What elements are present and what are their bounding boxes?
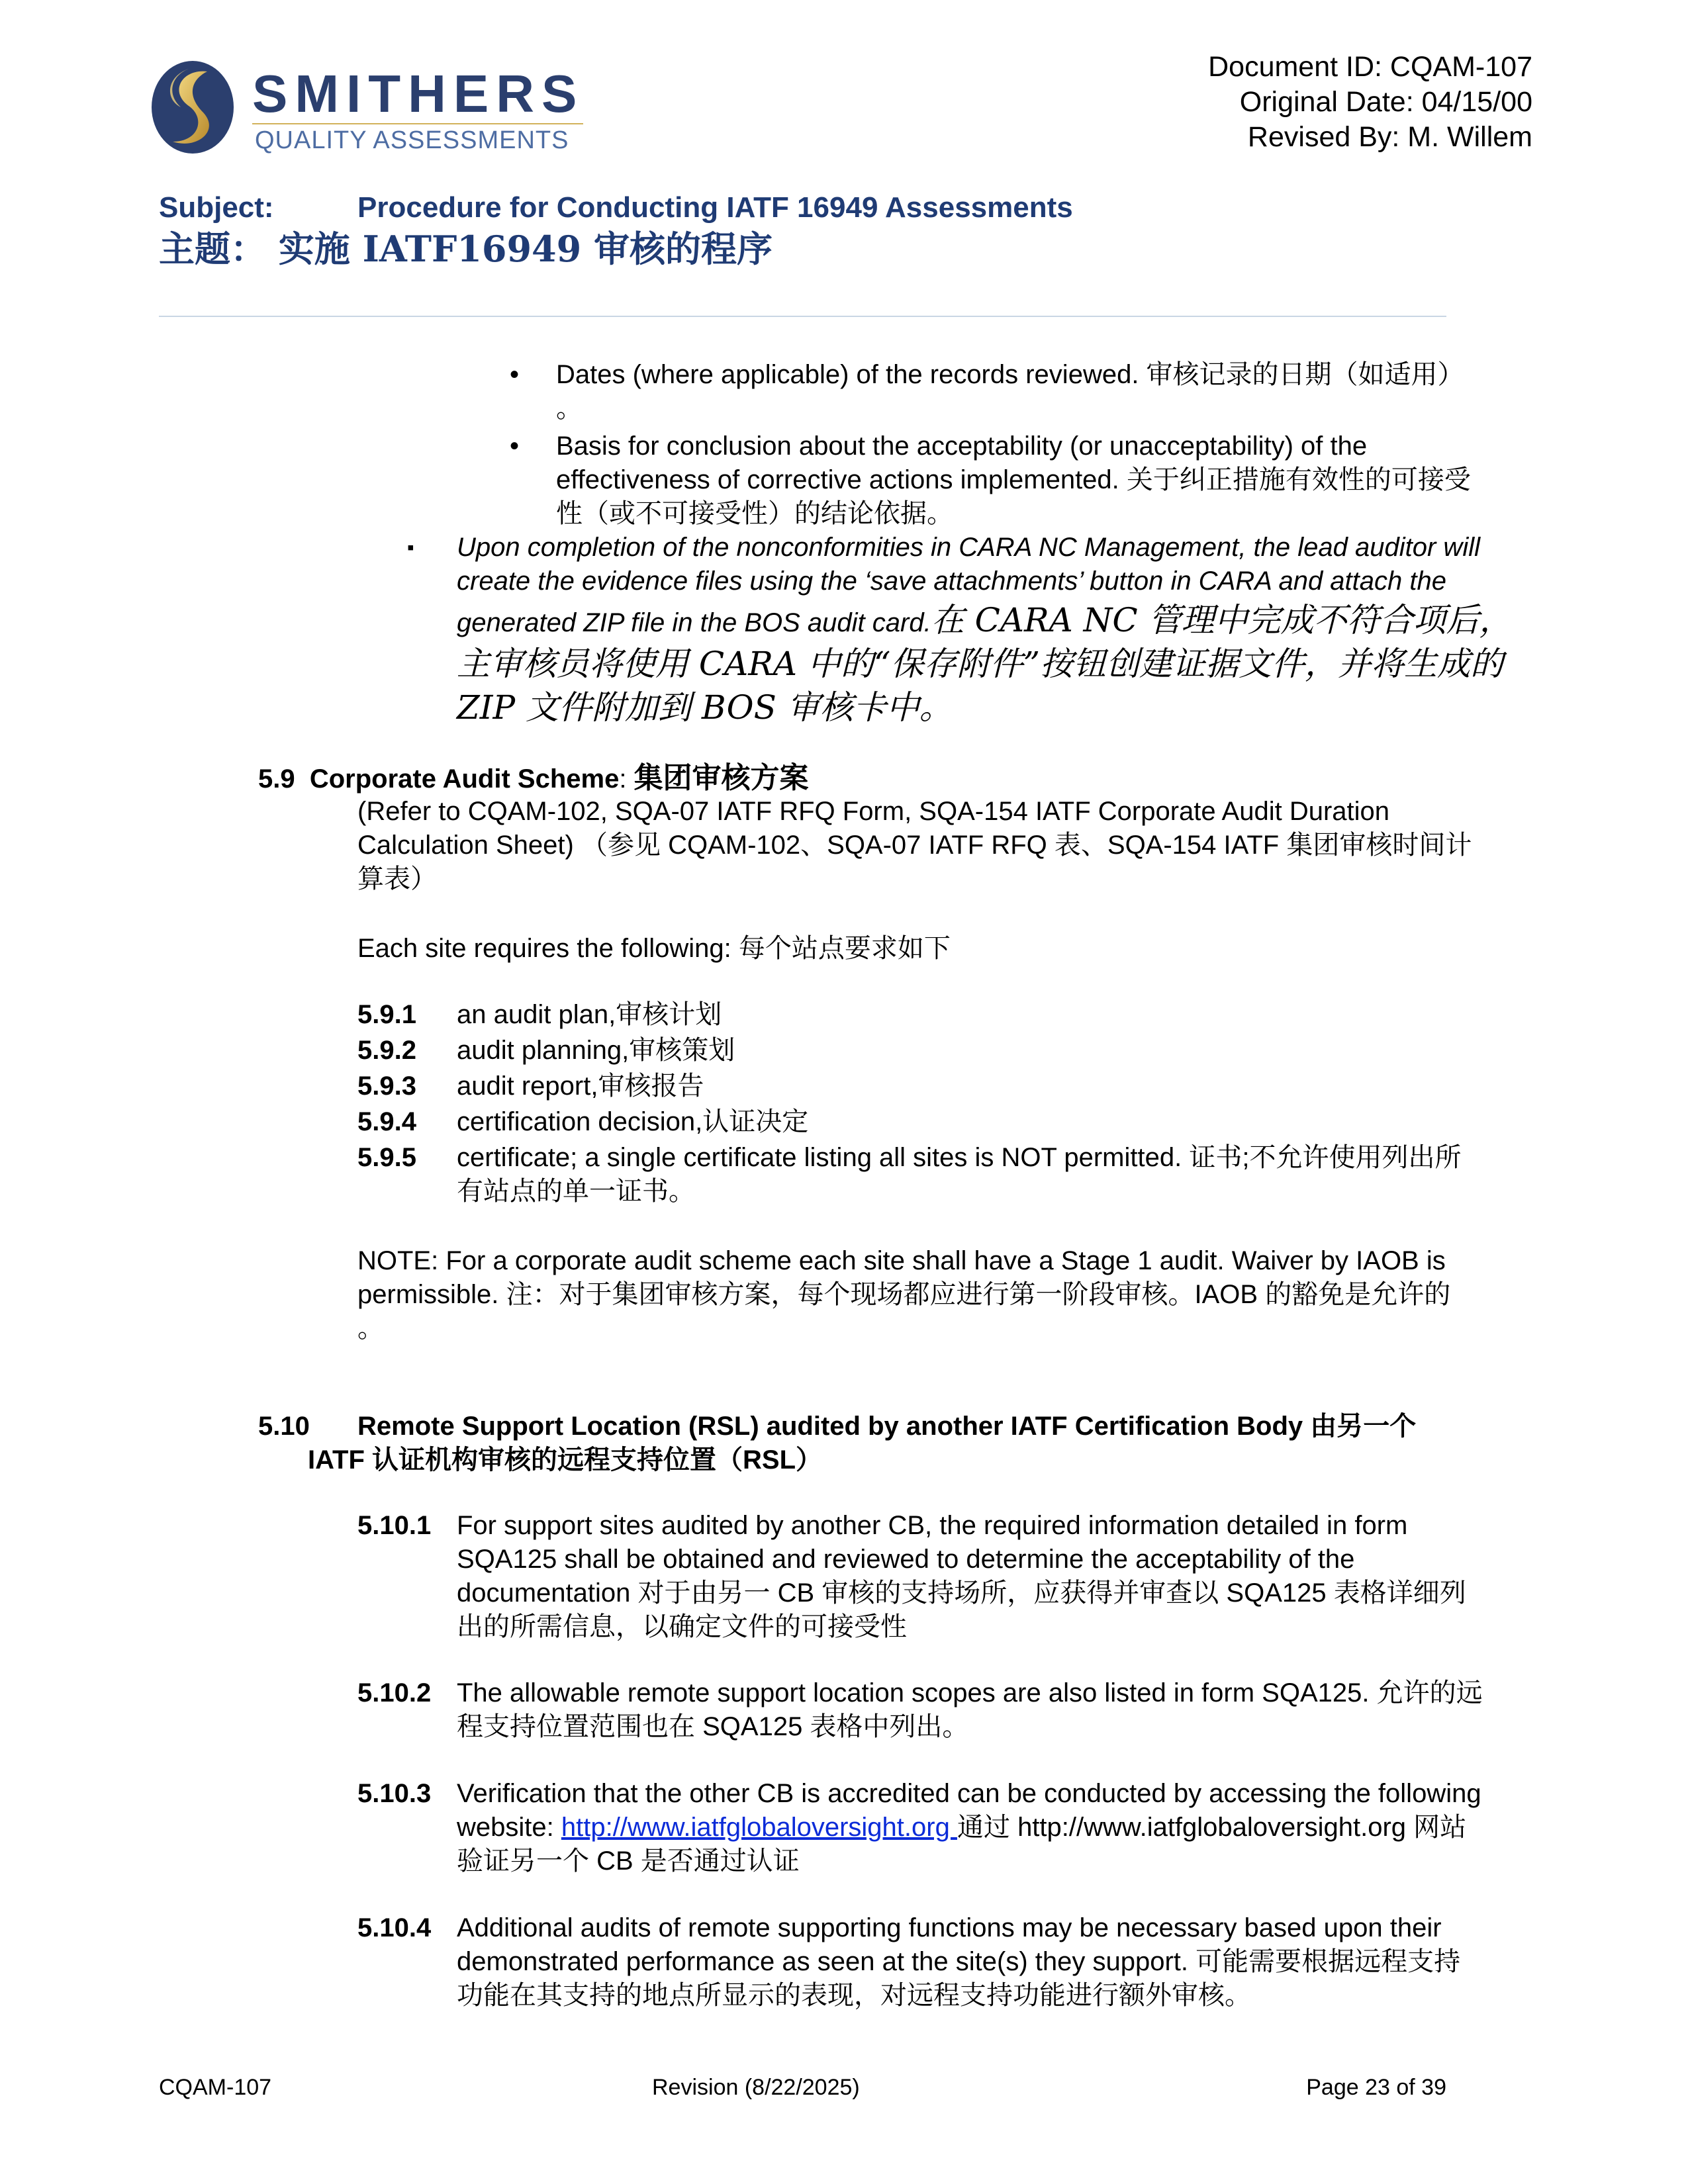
logo-subtitle: QUALITY ASSESSMENTS <box>255 126 569 154</box>
list-item-5-10-3 <box>357 1777 1549 1911</box>
note-line2: permissible. 注：对于集团审核方案，每个现场都应进行第一阶段审核。IAOB 的豁免是允许的 <box>357 1280 1451 1309</box>
item-text: certificate; a single certificate listing all sites is NOT permitted. 证书;不允许使用列出所 <box>457 1143 1462 1172</box>
item-number: 5.9.1 <box>357 1000 416 1029</box>
item-line: 程支持位置范围也在 SQA125 表格中列出。 <box>457 1712 969 1741</box>
item-text: audit report,审核报告 <box>457 1071 704 1101</box>
subject-chinese: 主题： 实施 IATF16949 审核的程序 <box>159 228 773 270</box>
company-logo <box>142 57 586 156</box>
section-5-9-number: 5.9 <box>258 764 295 794</box>
item-number: 5.10.1 <box>357 1511 432 1540</box>
square-bullet-icon: ▪ <box>407 537 414 559</box>
logo-rule <box>252 123 583 124</box>
bullet-basis-line2-cn: 关于纠正措施有效性的可接受 <box>1126 465 1471 495</box>
cara-line1: Upon completion of the nonconformities in CARA NC Management, the lead auditor will <box>457 533 1480 562</box>
item-number: 5.9.5 <box>357 1143 416 1172</box>
list-item-5-9-1 <box>357 998 1549 1034</box>
website-text-cn: 通过 http://www.iatfglobaloversight.org 网站 <box>957 1813 1467 1842</box>
section-5-9-colon: : <box>619 764 634 794</box>
section-5-9-title-cn: 集团审核方案 <box>633 762 809 794</box>
document-id: Document ID: CQAM-107 <box>1208 51 1532 83</box>
bullet-dates-en: Dates (where applicable) of the records reviewed. <box>556 360 1147 389</box>
section-5-10-heading <box>258 1410 1549 1477</box>
bullet-dates-end: 。 <box>556 393 583 424</box>
revised-by: Revised By: M. Willem <box>1247 121 1532 153</box>
item-text-continued: 有站点的单一证书。 <box>457 1177 695 1206</box>
note-line1: NOTE: For a corporate audit scheme each site shall have a Stage 1 audit. Waiver by IAOB is <box>357 1246 1446 1275</box>
square-bullet-cara <box>407 531 1542 729</box>
list-item-5-9-5 <box>357 1141 1549 1210</box>
item-number: 5.10.2 <box>357 1678 432 1707</box>
each-site-text: Each site requires the following: 每个站点要求如下 <box>357 934 951 963</box>
item-number: 5.9.2 <box>357 1036 416 1065</box>
bullet-basis <box>510 430 1536 531</box>
cara-line5: ZIP 文件附加到 BOS 审核卡中。 <box>457 688 953 727</box>
footer-revision: Revision (8/22/2025) <box>652 2075 860 2100</box>
page-footer <box>159 2074 1446 2101</box>
item-text: certification decision,认证决定 <box>457 1107 809 1136</box>
item-number: 5.9.4 <box>357 1107 416 1136</box>
cara-line3-en: generated ZIP file in the BOS audit card. <box>457 608 931 637</box>
list-item-5-9-2 <box>357 1034 1549 1069</box>
item-number: 5.9.3 <box>357 1071 416 1101</box>
item-number: 5.10.4 <box>357 1913 432 1942</box>
bullet-dates-cn: 审核记录的日期（如适用） <box>1146 359 1464 390</box>
section-5-9-reference <box>357 795 1549 896</box>
cara-line2: create the evidence files using the ‘save attachments’ button in CARA and attach the <box>457 567 1446 596</box>
header-divider <box>159 316 1446 317</box>
item-line: SQA125 shall be obtained and reviewed to determine the acceptability of the <box>457 1545 1355 1574</box>
bullet-dates <box>510 358 1536 426</box>
subject-key: Subject: <box>159 191 274 224</box>
item-line: 出的所需信息，以确定文件的可接受性 <box>457 1612 907 1641</box>
original-date: Original Date: 04/15/00 <box>1239 86 1532 118</box>
item-line: demonstrated performance as seen at the site(s) they support. 可能需要根据远程支持 <box>457 1947 1461 1976</box>
list-item-5-9-3 <box>357 1069 1549 1105</box>
item-line: Additional audits of remote supporting functions may be necessary based upon their <box>457 1913 1442 1942</box>
section-5-10-list <box>357 1509 1549 2017</box>
list-item-5-10-4 <box>357 1911 1549 2017</box>
cara-line3-cn: 在 CARA NC 管理中完成不符合项后， <box>931 601 1513 639</box>
bullet-basis-line3: 性（或不可接受性）的结论依据。 <box>556 498 953 529</box>
ref-line2: Calculation Sheet) （参见 CQAM-102、SQA-07 IATF RFQ 表、SQA-154 IATF 集团审核时间计 <box>357 831 1472 860</box>
list-item-5-9-4 <box>357 1105 1549 1141</box>
subject-line <box>159 190 1073 226</box>
cara-line4: 主审核员将使用 CARA 中的“保存附件”按钮创建证据文件，并将生成的 <box>457 645 1504 683</box>
bullet-dot-icon: • <box>510 432 520 461</box>
bullet-basis-line2-en: effectiveness of corrective actions implemented. <box>556 465 1127 494</box>
document-meta <box>1208 50 1532 155</box>
section-5-9-heading <box>258 761 809 796</box>
item-line: The allowable remote support location scopes are also listed in form SQA125. 允许的远 <box>457 1678 1483 1707</box>
item-text: audit planning,审核策划 <box>457 1036 735 1065</box>
ref-line3: 算表） <box>357 864 437 893</box>
item-line: Verification that the other CB is accredited can be conducted by accessing the following <box>457 1779 1481 1808</box>
item-line: 验证另一个 CB 是否通过认证 <box>457 1846 800 1876</box>
footer-page-number: Page 23 of 39 <box>1306 2075 1446 2100</box>
section-5-10-title-line2: IATF 认证机构审核的远程支持位置（RSL） <box>308 1445 823 1475</box>
list-item-5-10-2 <box>357 1676 1549 1777</box>
ref-line1: (Refer to CQAM-102, SQA-07 IATF RFQ Form, SQA-154 IATF Corporate Audit Duration <box>357 797 1390 826</box>
note-line3: 。 <box>357 1314 384 1343</box>
footer-doc-id: CQAM-107 <box>159 2075 272 2100</box>
item-line: documentation 对于由另一 CB 审核的支持场所，应获得并审查以 SQA125 表格详细列 <box>457 1578 1466 1608</box>
bullet-basis-line1: Basis for conclusion about the acceptability (or unacceptability) of the <box>556 432 1368 461</box>
section-5-10-title-line1: Remote Support Location (RSL) audited by another IATF Certification Body 由另一个 <box>357 1412 1417 1441</box>
logo-name: SMITHERS <box>252 64 585 123</box>
section-5-10-number: 5.10 <box>258 1412 310 1441</box>
section-5-9-note <box>357 1244 1549 1345</box>
section-5-9-list <box>357 998 1549 1210</box>
iatf-website-link[interactable]: http://www.iatfglobaloversight.org <box>561 1813 957 1842</box>
item-text: an audit plan,审核计划 <box>457 1000 722 1029</box>
item-line: For support sites audited by another CB, the required information detailed in form <box>457 1511 1408 1540</box>
section-5-9-title: Corporate Audit Scheme <box>309 764 620 794</box>
item-number: 5.10.3 <box>357 1779 432 1808</box>
bullet-dot-icon: • <box>510 360 520 389</box>
list-item-5-10-1 <box>357 1509 1549 1676</box>
item-line: 功能在其支持的地点所显示的表现，对远程支持功能进行额外审核。 <box>457 1981 1251 2010</box>
subject-value: Procedure for Conducting IATF 16949 Assessments <box>357 191 1073 224</box>
website-label: website: <box>457 1813 561 1842</box>
smithers-swirl-logo-icon <box>142 57 243 158</box>
